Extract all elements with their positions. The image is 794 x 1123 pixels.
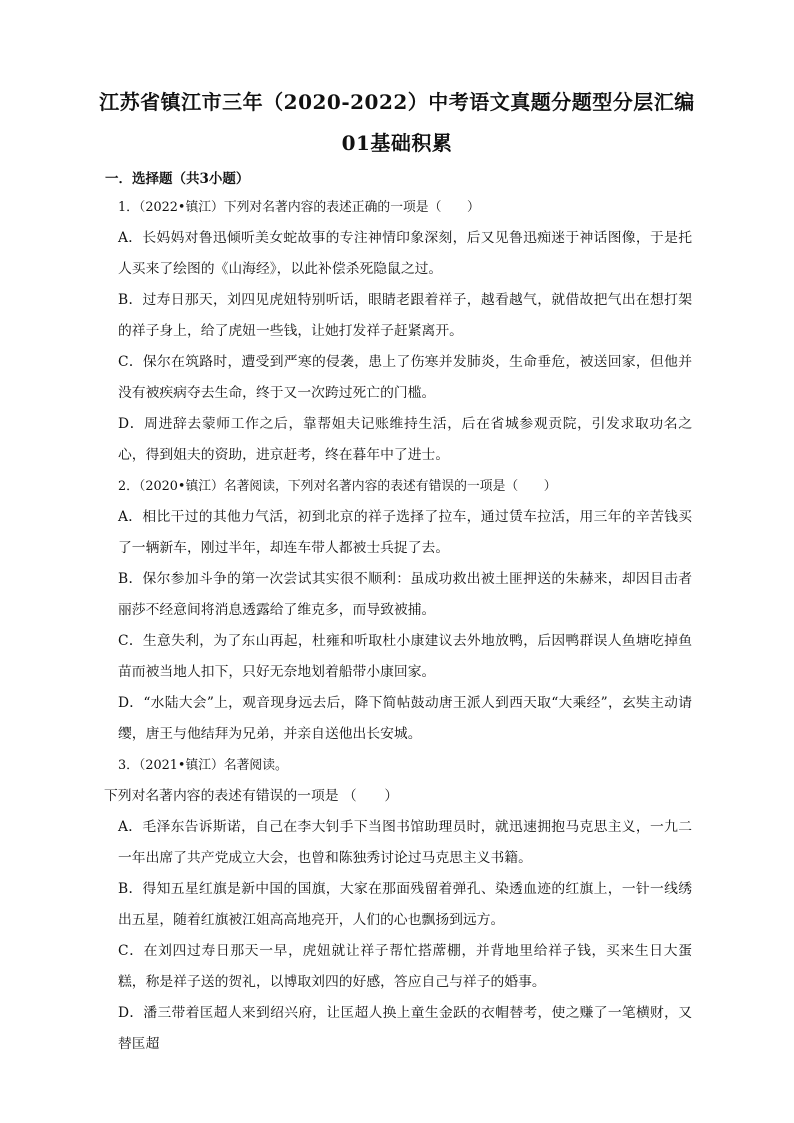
document-title: 江苏省镇江市三年（2020-2022）中考语文真题分题型分层汇编 [99,90,695,114]
document-subtitle: 01基础积累 [341,131,453,155]
question-3 [104,750,692,1060]
question-2-stem: 2．（2020•镇江）名著阅读，下列对名著内容的表述有错误的一项是（ ） [118,479,557,494]
questions-content [104,192,692,1060]
question-2-option-c: C．生意失利，为了东山再起，杜雍和听取杜小康建议去外地放鸭，后因鸭群误人鱼塘吃掉鱼苗而被当地人扣下，只好无奈地划着船带小康回家。 [118,633,692,680]
section-heading: 一．选择题（共3小题） [105,171,250,187]
question-2-option-d: D．“水陆大会”上，观音现身远去后，降下简帖鼓动唐王派人到西天取“大乘经”，玄奘主动请缨，唐王与他结拜为兄弟，并亲自送他出长安城。 [118,695,692,742]
question-3-option-d: D．潘三带着匡超人来到绍兴府，让匡超人换上童生金跃的衣帽替考，使之赚了一笔横财，又替匡超 [118,1005,692,1052]
question-1-option-a: A．长妈妈对鲁迅倾听美女蛇故事的专注神情印象深刻，后又见鲁迅痴迷于神话图像，于是托人买来了绘图的《山海经》，以此补偿杀死隐鼠之过。 [118,230,692,277]
question-2-option-b: B．保尔参加斗争的第一次尝试其实很不顺利：虽成功救出被土匪押送的朱赫来，却因目击者丽莎不经意间将消息透露给了维克多，而导致被捕。 [118,571,692,618]
question-1-option-c: C．保尔在筑路时，遭受到严寒的侵袭，患上了伤寒并发肺炎，生命垂危，被送回家，但他并没有被疾病夺去生命，终于又一次跨过死亡的门槛。 [118,354,692,401]
question-2 [104,471,692,750]
question-3-option-b: B．得知五星红旗是新中国的国旗，大家在那面残留着弹孔、染透血迹的红旗上，一针一线绣出五星，随着红旗被江姐高高地亮开，人们的心也飘扬到远方。 [118,881,692,928]
question-3-option-a: A．毛泽东告诉斯诺，自己在李大钊手下当图书馆助理员时，就迅速拥抱马克思主义，一九二一年出席了共产党成立大会，也曾和陈独秀讨论过马克思主义书籍。 [118,819,692,866]
question-1-option-b: B．过寿日那天，刘四见虎妞特别听话，眼睛老跟着祥子，越看越气，就借故把气出在想打架的祥子身上，给了虎妞一些钱，让她打发祥子赶紧离开。 [118,292,692,339]
question-1 [104,192,692,471]
question-1-option-d: D．周进辞去蒙师工作之后，靠帮姐夫记账维持生活，后在省城参观贡院，引发求取功名之心，得到姐夫的资助，进京赶考，终在暮年中了进士。 [118,416,692,463]
question-3-head: 3．（2021•镇江）名著阅读。 [118,758,288,773]
question-3-option-c: C．在刘四过寿日那天一早，虎妞就让祥子帮忙搭蓆棚，并背地里给祥子钱，买来生日大蛋糕，称是祥子送的贺礼，以博取刘四的好感，答应自己与祥子的婚事。 [118,943,692,990]
question-2-option-a: A．相比干过的其他力气活，初到北京的祥子选择了拉车，通过赁车拉活，用三年的辛苦钱买了一辆新车，刚过半年，却连车带人都被士兵捉了去。 [118,509,692,556]
question-1-stem: 1．（2022•镇江）下列对名著内容的表述正确的一项是（ ） [118,200,480,215]
question-3-stem: 下列对名著内容的表述有错误的一项是 （ ） [104,788,399,804]
